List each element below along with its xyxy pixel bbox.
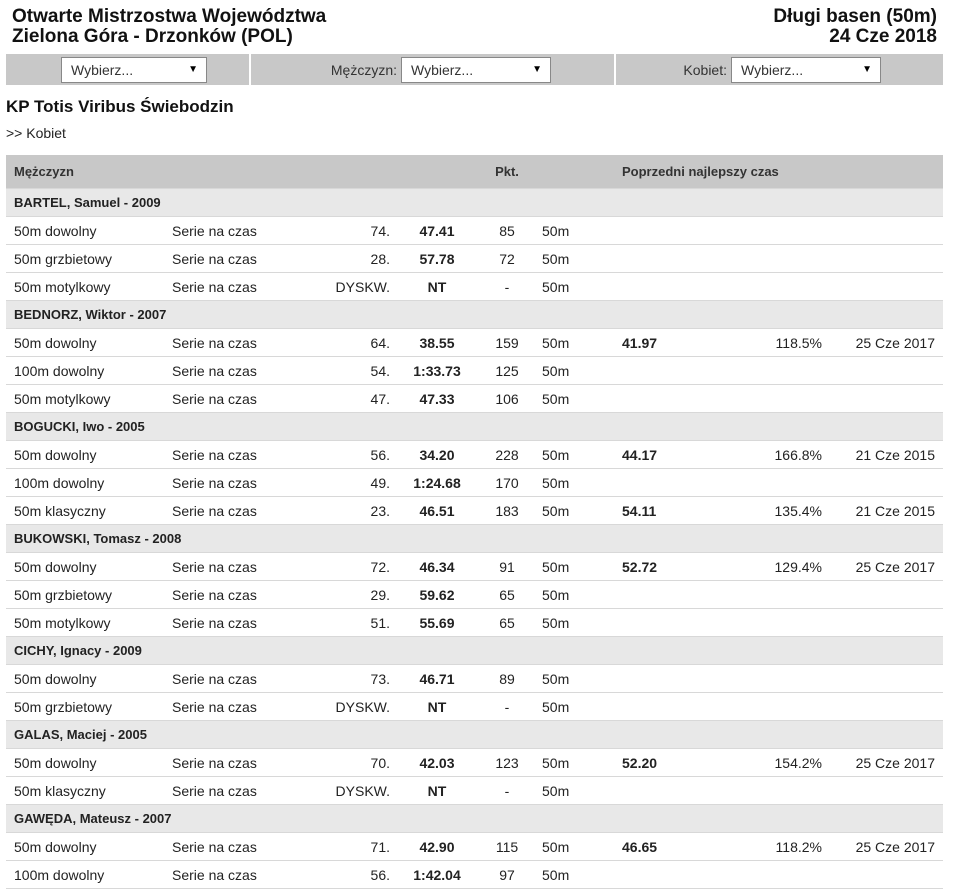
pool-cell: 50m xyxy=(542,558,570,575)
previous-time-cell xyxy=(622,245,712,273)
athlete-name[interactable]: BOGUCKI, Iwo - 2005 xyxy=(14,419,145,434)
athlete-row xyxy=(6,413,943,441)
previous-time-cell: 41.97 xyxy=(622,334,658,351)
place-cell: DYSKW. xyxy=(335,782,390,799)
place-cell: 70. xyxy=(370,754,390,771)
athlete-row xyxy=(6,301,943,329)
previous-date-cell xyxy=(822,273,943,301)
pool-cell: 50m xyxy=(542,502,570,519)
time-cell: 47.41 xyxy=(419,222,455,239)
previous-time-cell xyxy=(622,609,712,637)
time-cell: 46.34 xyxy=(419,558,455,575)
chevron-down-icon: ▼ xyxy=(532,63,542,75)
round-cell: Serie na czas xyxy=(172,362,257,379)
result-row xyxy=(6,497,943,525)
pool-cell: 50m xyxy=(542,782,570,799)
result-row xyxy=(6,693,943,721)
women-label: Kobiet: xyxy=(683,61,727,78)
percent-cell: 135.4% xyxy=(774,502,822,519)
athlete-name[interactable]: CICHY, Ignacy - 2009 xyxy=(14,643,142,658)
points-cell: 97 xyxy=(499,866,515,883)
event-cell: 50m motylkowy xyxy=(14,278,111,295)
place-cell: 74. xyxy=(370,222,390,239)
athlete-row xyxy=(6,721,943,749)
previous-time-cell: 52.20 xyxy=(622,754,658,771)
previous-time-cell: 54.11 xyxy=(622,502,657,519)
event-cell: 50m grzbietowy xyxy=(14,698,113,715)
points-cell: 89 xyxy=(499,670,515,687)
result-row xyxy=(6,273,943,301)
percent-cell xyxy=(712,693,822,721)
percent-cell: 118.2% xyxy=(775,838,822,855)
table-header xyxy=(6,155,943,189)
men-label: Mężczyzn: xyxy=(330,61,397,78)
percent-cell xyxy=(712,273,822,301)
percent-cell: 166.8% xyxy=(774,446,822,463)
round-cell: Serie na czas xyxy=(172,754,257,771)
club-name: KP Totis Viribus Świebodzin xyxy=(6,97,234,116)
previous-time-cell xyxy=(622,469,712,497)
event-cell: 50m dowolny xyxy=(14,558,97,575)
points-cell: 91 xyxy=(499,558,515,575)
previous-date-cell xyxy=(822,777,943,805)
athlete-row xyxy=(6,525,943,553)
previous-time-cell: 46.65 xyxy=(622,838,658,855)
result-row xyxy=(6,665,943,693)
points-cell: 159 xyxy=(495,334,519,351)
points-cell: 72 xyxy=(499,250,515,267)
place-cell: 64. xyxy=(370,334,390,351)
previous-date-cell xyxy=(822,357,943,385)
time-cell: 1:24.68 xyxy=(413,474,461,491)
result-row xyxy=(6,441,943,469)
previous-date-cell xyxy=(822,217,943,245)
pool-cell: 50m xyxy=(542,222,570,239)
result-row xyxy=(6,581,943,609)
previous-date-cell: 21 Cze 2015 xyxy=(855,446,935,463)
women-link[interactable]: >> Kobiet xyxy=(6,125,66,141)
place-cell: 47. xyxy=(370,390,390,407)
percent-cell: 118.5% xyxy=(775,334,822,351)
result-row xyxy=(6,469,943,497)
previous-time-cell xyxy=(622,665,712,693)
place-cell: 29. xyxy=(370,586,390,603)
time-cell: 46.51 xyxy=(419,502,455,519)
previous-date-cell xyxy=(822,693,943,721)
percent-cell: 154.2% xyxy=(774,754,822,771)
points-cell: 85 xyxy=(499,222,515,239)
time-cell: 42.90 xyxy=(419,838,455,855)
place-cell: DYSKW. xyxy=(335,698,390,715)
points-cell: 123 xyxy=(495,754,519,771)
round-cell: Serie na czas xyxy=(172,670,257,687)
place-cell: 73. xyxy=(370,670,390,687)
column-pool xyxy=(530,155,622,189)
previous-time-cell: 44.17 xyxy=(622,446,658,463)
result-row xyxy=(6,609,943,637)
round-cell: Serie na czas xyxy=(172,698,257,715)
round-cell: Serie na czas xyxy=(172,250,257,267)
time-cell: 38.55 xyxy=(419,334,455,351)
result-row xyxy=(6,833,943,861)
event-cell: 100m dowolny xyxy=(14,866,105,883)
athlete-row xyxy=(6,189,943,217)
place-cell: 56. xyxy=(370,446,390,463)
percent-cell xyxy=(712,665,822,693)
round-cell: Serie na czas xyxy=(172,558,257,575)
points-cell: 65 xyxy=(499,614,515,631)
page-header xyxy=(0,0,953,56)
round-cell: Serie na czas xyxy=(172,334,257,351)
percent-cell: 129.4% xyxy=(774,558,822,575)
meet-title-line1: Otwarte Mistrzostwa Województwa xyxy=(12,6,327,27)
pool-cell: 50m xyxy=(542,670,570,687)
points-cell: 170 xyxy=(495,474,519,491)
event-cell: 50m klasyczny xyxy=(14,502,106,519)
pool-cell: 50m xyxy=(542,754,570,771)
athlete-name[interactable]: BUKOWSKI, Tomasz - 2008 xyxy=(14,531,182,546)
meet-info xyxy=(773,7,937,47)
result-row xyxy=(6,217,943,245)
athlete-name[interactable]: BEDNORZ, Wiktor - 2007 xyxy=(14,307,167,322)
athlete-name[interactable]: GAWĘDA, Mateusz - 2007 xyxy=(14,811,172,826)
time-cell: NT xyxy=(427,698,447,715)
points-cell: - xyxy=(504,278,510,295)
pool-cell: 50m xyxy=(542,698,570,715)
time-cell: 1:42.04 xyxy=(413,866,461,883)
previous-date-cell xyxy=(822,385,943,413)
results-body xyxy=(6,189,943,889)
event-cell: 50m dowolny xyxy=(14,754,97,771)
previous-date-cell: 25 Cze 2017 xyxy=(855,754,935,771)
event-cell: 50m klasyczny xyxy=(14,782,106,799)
time-cell: NT xyxy=(427,782,447,799)
percent-cell xyxy=(712,245,822,273)
round-cell: Serie na czas xyxy=(172,614,257,631)
previous-time-cell xyxy=(622,777,712,805)
round-cell: Serie na czas xyxy=(172,390,257,407)
place-cell: 49. xyxy=(370,474,390,491)
round-cell: Serie na czas xyxy=(172,446,257,463)
athlete-name[interactable]: GALAS, Maciej - 2005 xyxy=(14,727,147,742)
round-cell: Serie na czas xyxy=(172,502,257,519)
round-cell: Serie na czas xyxy=(172,586,257,603)
event-cell: 50m grzbietowy xyxy=(14,586,113,603)
pool-cell: 50m xyxy=(542,586,570,603)
previous-time-cell xyxy=(622,357,712,385)
filter-section-women xyxy=(616,54,881,85)
previous-date-cell xyxy=(822,609,943,637)
filter-bar xyxy=(6,54,943,85)
previous-time-cell xyxy=(622,693,712,721)
time-cell: 42.03 xyxy=(419,754,455,771)
points-cell: 228 xyxy=(495,446,519,463)
place-cell: 54. xyxy=(370,362,390,379)
meet-title-line2: Zielona Góra - Drzonków (POL) xyxy=(12,26,293,47)
place-cell: 56. xyxy=(370,866,390,883)
place-cell: DYSKW. xyxy=(335,278,390,295)
previous-date-cell xyxy=(822,245,943,273)
pool-cell: 50m xyxy=(542,838,570,855)
event-cell: 50m grzbietowy xyxy=(14,250,113,267)
place-cell: 71. xyxy=(370,838,390,855)
round-cell: Serie na czas xyxy=(172,278,257,295)
result-row xyxy=(6,385,943,413)
points-cell: 115 xyxy=(495,838,519,855)
points-cell: 65 xyxy=(499,586,515,603)
percent-cell xyxy=(712,777,822,805)
previous-date-cell: 21 Cze 2015 xyxy=(855,502,935,519)
previous-date-cell xyxy=(822,581,943,609)
previous-date-cell: 25 Cze 2017 xyxy=(855,334,935,351)
time-cell: NT xyxy=(427,278,447,295)
event-cell: 50m dowolny xyxy=(14,222,97,239)
previous-date-cell: 25 Cze 2017 xyxy=(855,838,935,855)
percent-cell xyxy=(712,609,822,637)
filter-section-men xyxy=(251,54,616,85)
chevron-down-icon: ▼ xyxy=(188,63,198,75)
round-cell: Serie na czas xyxy=(172,866,257,883)
result-row xyxy=(6,245,943,273)
result-row xyxy=(6,749,943,777)
points-cell: - xyxy=(504,782,510,799)
result-row xyxy=(6,553,943,581)
previous-date-cell: 25 Cze 2017 xyxy=(855,558,935,575)
points-cell: - xyxy=(504,698,510,715)
points-cell: 183 xyxy=(495,502,519,519)
time-cell: 46.71 xyxy=(419,670,455,687)
men-select-value: Wybierz... xyxy=(411,61,474,78)
pool-cell: 50m xyxy=(542,390,570,407)
course-label: Długi basen (50m) xyxy=(773,6,937,27)
place-cell: 28. xyxy=(370,250,390,267)
result-row xyxy=(6,357,943,385)
athlete-name[interactable]: BARTEL, Samuel - 2009 xyxy=(14,195,161,210)
pool-cell: 50m xyxy=(542,866,570,883)
event-cell: 50m dowolny xyxy=(14,446,97,463)
previous-time-cell xyxy=(622,217,712,245)
previous-time-cell: 52.72 xyxy=(622,558,658,575)
place-cell: 72. xyxy=(370,558,390,575)
pool-cell: 50m xyxy=(542,446,570,463)
time-cell: 57.78 xyxy=(419,250,455,267)
chevron-down-icon: ▼ xyxy=(862,63,872,75)
time-cell: 1:33.73 xyxy=(413,362,461,379)
pool-cell: 50m xyxy=(542,334,570,351)
event-cell: 50m motylkowy xyxy=(14,390,111,407)
previous-time-cell xyxy=(622,581,712,609)
pool-cell: 50m xyxy=(542,278,570,295)
women-select[interactable] xyxy=(731,57,881,83)
percent-cell xyxy=(712,357,822,385)
percent-cell xyxy=(712,581,822,609)
previous-date-cell xyxy=(822,469,943,497)
place-cell: 23. xyxy=(370,502,390,519)
place-cell: 51. xyxy=(370,614,390,631)
round-cell: Serie na czas xyxy=(172,838,257,855)
percent-cell xyxy=(712,385,822,413)
time-cell: 47.33 xyxy=(419,390,455,407)
athlete-row xyxy=(6,805,943,833)
women-select-value: Wybierz... xyxy=(741,61,804,78)
event-cell: 50m dowolny xyxy=(14,838,97,855)
previous-time-cell xyxy=(622,273,712,301)
results-table xyxy=(6,155,943,889)
column-points: Pkt. xyxy=(495,164,519,179)
time-cell: 55.69 xyxy=(419,614,455,631)
time-cell: 59.62 xyxy=(419,586,455,603)
event-select[interactable] xyxy=(61,57,207,83)
men-select[interactable] xyxy=(401,57,551,83)
points-cell: 125 xyxy=(495,362,519,379)
round-cell: Serie na czas xyxy=(172,474,257,491)
points-cell: 106 xyxy=(495,390,519,407)
filter-section-all xyxy=(6,54,251,85)
percent-cell xyxy=(712,469,822,497)
previous-time-cell xyxy=(622,385,712,413)
column-gender: Mężczyzn xyxy=(14,164,74,179)
event-cell: 50m motylkowy xyxy=(14,614,111,631)
event-cell: 50m dowolny xyxy=(14,334,97,351)
result-row xyxy=(6,777,943,805)
meet-title xyxy=(12,7,326,47)
pool-cell: 50m xyxy=(542,614,570,631)
event-select-value: Wybierz... xyxy=(71,61,134,78)
result-row xyxy=(6,329,943,357)
previous-date-cell xyxy=(822,665,943,693)
time-cell: 34.20 xyxy=(419,446,455,463)
round-cell: Serie na czas xyxy=(172,222,257,239)
pool-cell: 50m xyxy=(542,250,570,267)
pool-cell: 50m xyxy=(542,362,570,379)
round-cell: Serie na czas xyxy=(172,782,257,799)
pool-cell: 50m xyxy=(542,474,570,491)
athlete-row xyxy=(6,637,943,665)
percent-cell xyxy=(712,217,822,245)
event-cell: 50m dowolny xyxy=(14,670,97,687)
event-cell: 100m dowolny xyxy=(14,362,105,379)
event-cell: 100m dowolny xyxy=(14,474,105,491)
meet-date: 24 Cze 2018 xyxy=(829,26,937,47)
column-previous: Poprzedni najlepszy czas xyxy=(622,164,779,179)
